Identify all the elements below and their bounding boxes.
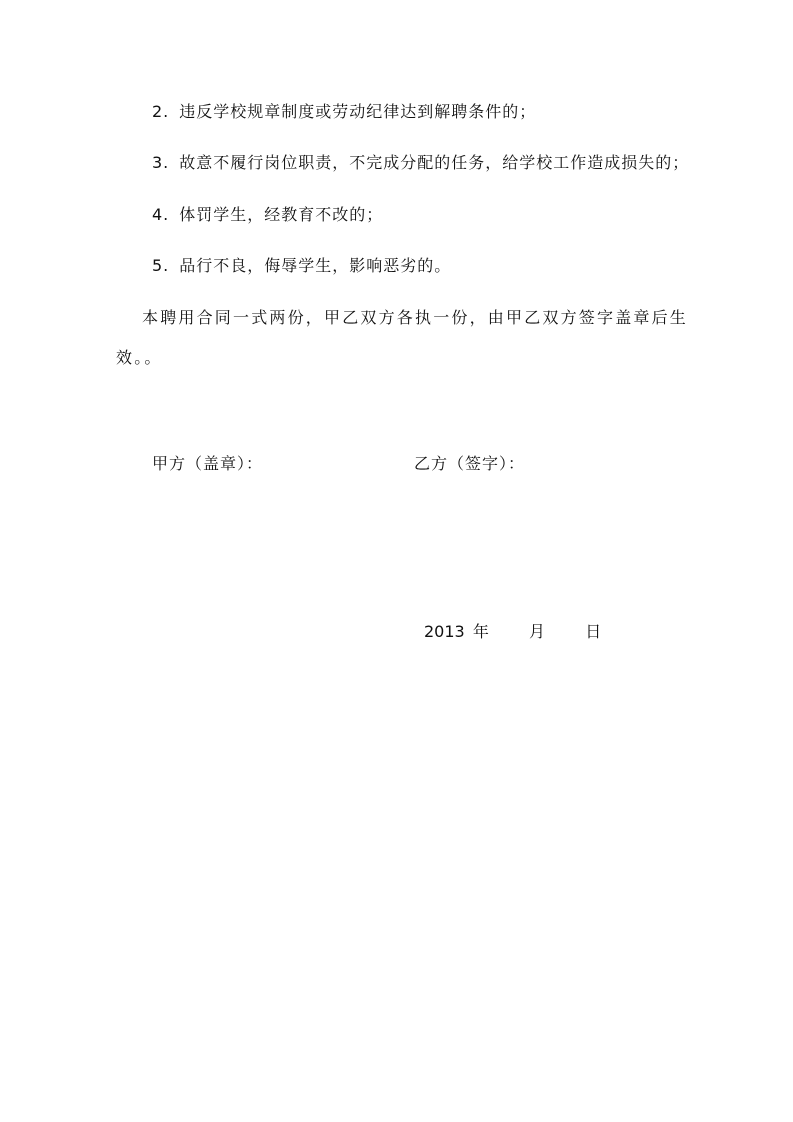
party-a-signature-label: 甲方（盖章）： — [152, 454, 264, 473]
clause-text: 品行不良，侮辱学生，影响恶劣的。 — [179, 256, 452, 275]
clause-4 — [152, 203, 383, 227]
closing-paragraph: 本聘用合同一式两份，甲乙双方各执一份，由甲乙双方签字盖章后生效。。 — [116, 308, 689, 367]
clause-number: 2. — [152, 102, 170, 121]
date-month-unit: 月 — [529, 622, 546, 641]
clause-text: 体罚学生，经教育不改的； — [179, 205, 384, 224]
clause-2 — [152, 100, 536, 124]
clause-number: 5. — [152, 256, 170, 275]
clause-5 — [152, 254, 451, 278]
clause-text: 违反学校规章制度或劳动纪律达到解聘条件的； — [179, 102, 537, 121]
date-year-unit: 年 — [472, 622, 489, 641]
signing-date — [424, 620, 601, 644]
date-year: 2013 — [424, 622, 465, 641]
clause-text: 故意不履行岗位职责，不完成分配的任务，给学校工作造成损失的； — [179, 153, 690, 172]
party-b-signature-label: 乙方（签字）： — [414, 454, 526, 473]
clause-number: 4. — [152, 205, 170, 224]
date-day-unit: 日 — [585, 622, 602, 641]
clause-number: 3. — [152, 153, 170, 172]
clause-3 — [152, 151, 689, 175]
